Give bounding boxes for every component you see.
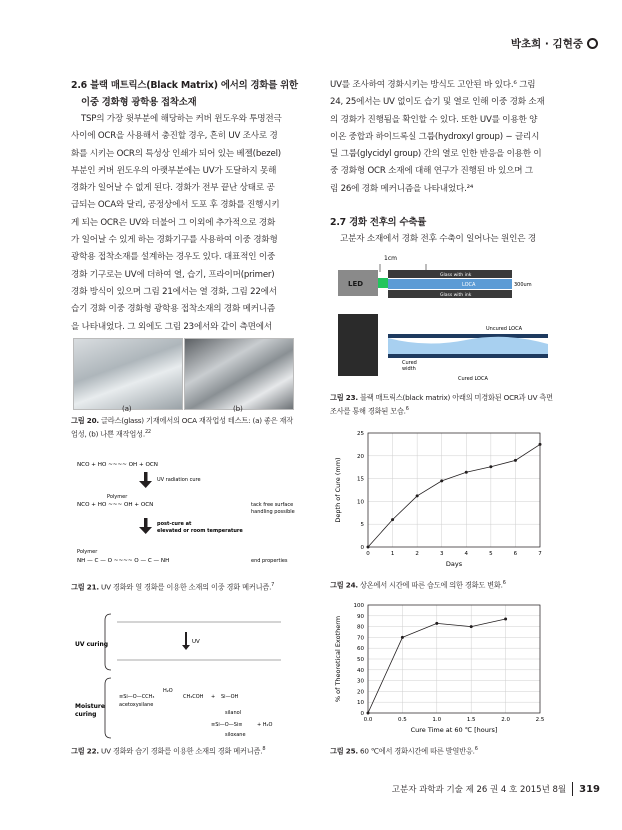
fig-caption-text-2: 조사를 통해 경화된 모습. [330, 405, 406, 415]
figure-25-caption [330, 744, 570, 757]
figure-24-caption [330, 578, 570, 591]
cured-label: Cured [402, 360, 417, 366]
figure-24-chart [330, 428, 550, 576]
post-cure-label: post-cure at [157, 521, 192, 527]
photo-side-view [338, 314, 378, 376]
text-line: 습기 경화 이중 경화형 광학용 접착소재의 경화 메커니즘 [71, 304, 276, 315]
polymer-label: Polymer [77, 549, 98, 555]
text-line: 부분인 커버 윈도우의 아랫부분에는 UV가 도달하지 못해 [71, 165, 277, 176]
arrow-head-icon [139, 481, 152, 488]
loca-layer [388, 279, 512, 289]
arrow-down-icon [144, 518, 148, 528]
data-point [470, 625, 473, 628]
text-line: 급되는 OCA와 달리, 공정상에서 도포 후 경화를 진행시키 [71, 200, 280, 211]
fig-caption-text: UV 경화와 열 경화를 이용한 소재의 이중 경화 메커니즘. [101, 582, 272, 592]
text-line: 이온 중합과 하이드록실 그룹(hydroxyl group) − 글리시 [330, 131, 540, 142]
y-tick-label: 90 [357, 613, 364, 620]
text-line: 림 26에 경화 메커니즘을 나타내었다.²⁴ [330, 183, 474, 194]
x-tick-label: 4 [464, 551, 469, 557]
arrow-head-icon [182, 645, 190, 650]
glass-top-label: Glass with ink [440, 273, 472, 278]
fig-label: 그림 22. [71, 746, 99, 756]
uncured-label: Uncured LOCA [486, 326, 522, 332]
y-tick-label: 60 [357, 646, 364, 653]
text-line: 사이에 OCR을 사용해서 충진할 경우, 흔히 UV 조사로 경 [71, 131, 278, 142]
text-line: 경화가 일어날 수 없게 된다. 경화가 전부 끝난 상태로 공 [71, 183, 275, 194]
arrow-down-icon [144, 472, 148, 482]
y-tick-label: 30 [357, 678, 364, 685]
led-label: LED [348, 280, 364, 288]
end-properties-label: end properties [251, 558, 288, 564]
reaction-mid: NCO + HO ~~~ OH + OCN [77, 502, 154, 508]
figure-21-diagram [71, 448, 311, 580]
figure-23-caption [330, 393, 570, 416]
fig-label: 그림 20. [71, 416, 99, 425]
cross-section-bottom [388, 354, 548, 358]
silanol-formula: Si—OH [221, 694, 239, 700]
siloxane-formula: ≡Si—O—Si≡ [211, 722, 243, 728]
data-point [391, 518, 394, 521]
body-paragraph [330, 77, 570, 198]
acetic-acid-label: CH₃COH [183, 694, 204, 700]
data-point [435, 622, 438, 625]
ref-number: 6 [405, 405, 409, 412]
x-tick-label: 6 [513, 551, 518, 557]
y-tick-label: 40 [357, 667, 364, 674]
data-point [440, 479, 443, 482]
text-line: 화를 시키는 OCR의 특성상 인쇄가 되어 있는 베젤(bezel) [71, 148, 281, 159]
polymer-label: Polymer [107, 494, 128, 500]
left-column [71, 77, 311, 336]
ref-number: 22 [144, 428, 151, 435]
text-line: UV를 조사하여 경화시키는 방식도 고안된 바 있다.⁶ 그림 [330, 80, 536, 90]
text-line: 경화 방식이 있으며 그림 21에서는 열 경화, 그림 22에서 [71, 286, 277, 297]
fig-label: 그림 21. [71, 582, 99, 592]
fig-caption-text: UV 경화와 습기 경화를 이용한 소재의 경화 메커니즘. [101, 746, 263, 756]
x-tick-label: 2 [415, 551, 419, 557]
curing-label: curing [75, 711, 97, 718]
subfig-a-label: (a) [122, 404, 132, 413]
circle-bullet-icon [587, 38, 598, 49]
figure-22-caption [71, 744, 311, 757]
section-title-2-7: 2.7 경화 전후의 수축률 [330, 217, 427, 229]
figure-21-caption [71, 580, 311, 593]
reaction-top: NCO + HO ~~~~ OH + OCN [77, 462, 158, 468]
subfig-b-label: (b) [233, 404, 243, 413]
plot-frame [368, 433, 540, 547]
data-point [367, 546, 370, 549]
y-tick-label: 15 [357, 476, 364, 483]
data-point [504, 618, 507, 621]
x-tick-label: 3 [439, 551, 444, 557]
y-tick-label: 20 [357, 689, 364, 696]
cured-loca-label: Cured LOCA [458, 376, 488, 382]
tack-free-label: tack free surface [251, 502, 294, 508]
siloxane-label: siloxane [225, 732, 246, 738]
header-authors: 박초희 · 김현중 [510, 38, 583, 50]
y-tick-label: 80 [357, 624, 364, 631]
water-label: H₂O [163, 688, 173, 694]
x-tick-label: 7 [538, 551, 542, 557]
scale-label: 1cm [384, 255, 397, 262]
page-number: 319 [579, 783, 600, 795]
text-line: 의 경화가 진행됨을 확인할 수 있다. 또한 UV를 이용한 양 [330, 114, 538, 125]
moisture-label: Moisture [75, 703, 105, 710]
body-paragraph [71, 111, 311, 336]
data-point [416, 494, 419, 497]
data-point [367, 712, 370, 715]
body-paragraph-line: 고분자 소재에서 경화 전후 수축이 일어나는 원인은 경 [340, 234, 536, 245]
thickness-label: 300um [514, 282, 532, 288]
data-point [539, 443, 542, 446]
uv-curing-label: UV curing [75, 641, 109, 648]
figure-25-chart [330, 600, 550, 742]
x-tick-label: 2.5 [535, 717, 545, 723]
x-tick-label: 2.0 [501, 717, 510, 723]
arrow-head-icon [139, 527, 152, 534]
reaction-bottom: NH — C — O ~~~~ O — C — NH [77, 558, 170, 564]
y-tick-label: 10 [357, 700, 364, 707]
glass-bottom-label: Glass with ink [440, 293, 472, 298]
x-tick-label: 0.5 [398, 717, 407, 723]
loca-label: LOCA [462, 282, 476, 288]
ref-number: 6 [502, 580, 506, 586]
y-tick-label: 50 [357, 657, 364, 663]
ref-number: 6 [474, 746, 478, 752]
uv-light-beam [378, 278, 388, 288]
data-point [489, 465, 492, 468]
fig-caption-text: 블랙 매트릭스(black matrix) 아래의 미경화된 OCR과 UV 측면 [360, 393, 553, 402]
loca-wave [388, 337, 548, 354]
text-line: 가 일어날 수 있게 하는 경화기구를 사용하여 이중 경화형 [71, 235, 278, 246]
photo-bad-rework [184, 338, 294, 410]
acetoxysilane-formula: ≡Si—O—CCH₃ [119, 694, 155, 700]
silanol-label: silanol [225, 710, 242, 716]
uv-label: UV [192, 639, 200, 645]
text-line: 중 경화형 OCR 소재에 대해 연구가 진행된 바 있으며 그 [330, 166, 533, 177]
y-tick-label: 10 [357, 499, 364, 506]
water-product: + H₂O [257, 722, 273, 728]
ref-number: 7 [271, 582, 275, 588]
plus-sign: + [211, 694, 216, 700]
y-tick-label: 5 [360, 522, 364, 529]
arrow-down-icon [185, 632, 187, 646]
y-axis-label: Depth of Cure (mm) [334, 457, 342, 523]
uv-cure-label: UV radiation cure [157, 477, 201, 483]
x-tick-label: 0.0 [363, 717, 373, 723]
y-tick-label: 0 [360, 711, 364, 717]
text-line: 24, 25에서는 UV 없이도 습기 및 열로 인해 이중 경화 소재 [330, 97, 545, 108]
x-axis-label: Cure Time at 60 ℃ [hours] [410, 726, 498, 734]
y-tick-label: 0 [360, 545, 364, 551]
handling-label: handling possible [251, 509, 295, 515]
x-tick-label: 5 [489, 551, 493, 557]
fig-caption-text-2: 업성, (b) 나쁜 재작업성. [71, 428, 145, 438]
y-axis-label: % of Theoretical Exotherm [334, 615, 342, 703]
journal-info: 고분자 과학과 기술 제 26 권 4 호 2015년 8월 [391, 785, 567, 795]
acetoxysilane-label: acetoxysilane [119, 702, 154, 708]
text-line: 을 나타내었다. 그 외에도 그림 23에서와 같이 측면에서 [71, 321, 272, 332]
footer-divider [572, 782, 573, 796]
page-footer [392, 782, 600, 796]
figure-23-diagram [336, 252, 556, 386]
fig-label: 그림 24. [330, 580, 358, 590]
y-tick-label: 20 [357, 453, 364, 460]
text-line: 경화 기구로는 UV에 더하여 열, 습기, 프라이머(primer) [71, 269, 275, 280]
fig-caption-text: 60 ℃에서 경화시간에 따른 발열반응. [360, 746, 475, 756]
figure-22-diagram [71, 606, 311, 744]
y-tick-label: 100 [353, 603, 364, 609]
section-title: 2.6 블랙 매트릭스(Black Matrix) 에서의 경화를 위한 [71, 80, 298, 91]
text-line: 광학용 접착소재를 설계하는 경우도 있다. 대표적인 이중 [71, 252, 276, 263]
x-tick-label: 0 [366, 551, 370, 557]
text-line: 딜 그룹(glycidyl group) 간의 열로 인한 반응을 이용한 이 [330, 149, 542, 160]
x-tick-label: 1.0 [432, 717, 442, 723]
right-column [330, 77, 570, 248]
text-line: TSP의 가장 윗부분에 해당하는 커버 윈도우와 투명전극 [81, 114, 282, 124]
data-point [465, 471, 468, 474]
width-label: width [402, 366, 416, 372]
fig-caption-text: 글라스(glass) 기재에서의 OCA 재작업성 테스트: (a) 좋은 재작 [101, 416, 294, 425]
post-cure-label-2: elevated or room temperature [157, 528, 243, 534]
figure-20-caption [71, 416, 311, 439]
section-title-cont: 이중 경화형 광학용 접착소재 [81, 97, 197, 108]
x-tick-label: 1 [390, 551, 395, 557]
text-line: 게 되는 OCR은 UV와 더불어 그 이외에 추가적으로 경화 [71, 217, 276, 228]
y-tick-label: 70 [357, 635, 364, 642]
fig-label: 그림 25. [330, 746, 358, 756]
x-tick-label: 1.5 [466, 717, 476, 723]
data-point [401, 636, 404, 639]
data-point [514, 459, 517, 462]
running-header [511, 36, 598, 51]
x-axis-label: Days [445, 560, 463, 568]
cross-section-top [388, 334, 548, 338]
fig-label: 그림 23. [330, 393, 358, 402]
fig-caption-text: 상온에서 시간에 따른 습도에 의한 경화도 변화. [360, 580, 503, 590]
photo-good-rework [73, 338, 183, 410]
y-tick-label: 25 [357, 431, 364, 437]
ref-number: 8 [262, 746, 266, 752]
